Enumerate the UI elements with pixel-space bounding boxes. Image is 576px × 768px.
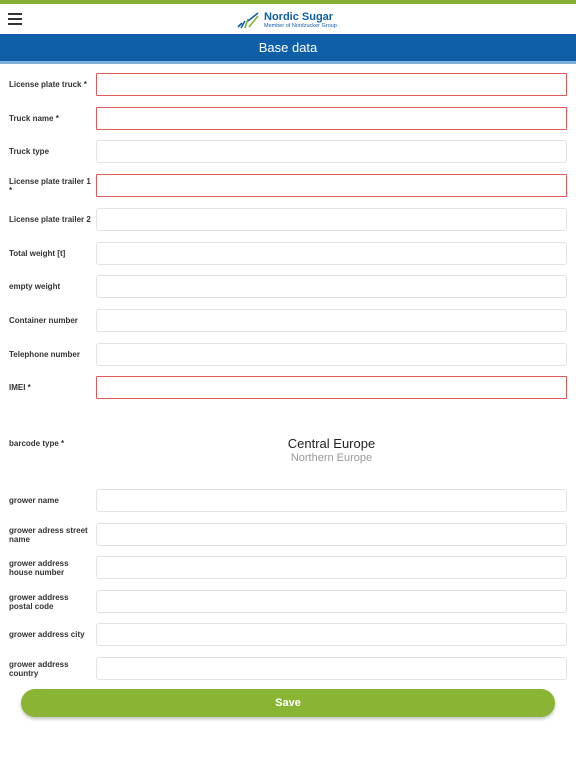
license-plate-truck-input[interactable] — [96, 73, 567, 96]
truck-name-input[interactable] — [96, 107, 567, 130]
field-row-truck-type — [0, 135, 576, 169]
grower-country-label: grower address country — [9, 659, 69, 678]
field-row-license-plate-trailer-1 — [0, 169, 576, 203]
nordic-sugar-logo-icon — [236, 11, 260, 31]
field-row-grower-street — [0, 518, 576, 552]
license-plate-trailer-1-label: License plate trailer 1 * — [9, 176, 91, 195]
barcode-type-label: barcode type * — [9, 439, 65, 448]
field-row-truck-name — [0, 102, 576, 136]
imei-input[interactable] — [96, 376, 567, 399]
telephone-number-label: Telephone number — [9, 350, 80, 360]
license-plate-trailer-2-label: License plate trailer 2 — [9, 215, 91, 225]
grower-country-input[interactable] — [96, 657, 567, 680]
picker-option-selected[interactable]: Central Europe — [287, 436, 376, 451]
field-row-total-weight — [0, 237, 576, 271]
truck-type-input[interactable] — [96, 140, 567, 163]
grower-house-number-label: grower address house number — [9, 558, 69, 577]
field-row-container-number — [0, 304, 576, 338]
field-row-grower-name — [0, 484, 576, 518]
title-bar — [0, 34, 576, 64]
field-row-telephone-number — [0, 338, 576, 372]
imei-label: IMEI * — [9, 383, 31, 393]
grower-city-input[interactable] — [96, 623, 567, 646]
field-row-empty-weight — [0, 270, 576, 304]
grower-postal-code-label: grower address postal code — [9, 592, 69, 611]
grower-house-number-input[interactable] — [96, 556, 567, 579]
field-row-grower-city — [0, 618, 576, 652]
telephone-number-input[interactable] — [96, 343, 567, 366]
page-title: Base data — [258, 40, 318, 55]
brand-logo — [236, 9, 337, 33]
field-row-imei — [0, 371, 576, 405]
picker-option[interactable]: Northern Europe — [290, 452, 373, 464]
field-row-grower-postal-code — [0, 585, 576, 619]
empty-weight-label: empty weight — [9, 282, 61, 292]
field-row-grower-house-number — [0, 551, 576, 585]
license-plate-truck-label: License plate truck * — [9, 80, 87, 90]
field-row-license-plate-truck — [0, 68, 576, 102]
grower-street-input[interactable] — [96, 523, 567, 546]
grower-name-label: grower name — [9, 496, 59, 506]
truck-name-label: Truck name * — [9, 114, 59, 124]
hamburger-menu-icon[interactable] — [6, 10, 24, 28]
barcode-type-picker[interactable] — [96, 430, 567, 470]
grower-name-input[interactable] — [96, 489, 567, 512]
field-row-grower-country — [0, 652, 576, 686]
brand-subtitle: Member of Nordzucker Group — [264, 23, 337, 30]
grower-street-label: grower adress street name — [9, 525, 88, 544]
total-weight-input[interactable] — [96, 242, 567, 265]
grower-city-label: grower address city — [9, 630, 85, 640]
truck-type-label: Truck type — [9, 147, 50, 157]
field-row-license-plate-trailer-2 — [0, 203, 576, 237]
container-number-label: Container number — [9, 316, 78, 326]
save-button[interactable]: Save — [21, 689, 555, 717]
license-plate-trailer-1-input[interactable] — [96, 174, 567, 197]
top-bar — [0, 4, 576, 34]
brand-name: Nordic Sugar — [264, 11, 334, 24]
total-weight-label: Total weight [t] — [9, 249, 66, 259]
empty-weight-input[interactable] — [96, 275, 567, 298]
container-number-input[interactable] — [96, 309, 567, 332]
grower-postal-code-input[interactable] — [96, 590, 567, 613]
license-plate-trailer-2-input[interactable] — [96, 208, 567, 231]
